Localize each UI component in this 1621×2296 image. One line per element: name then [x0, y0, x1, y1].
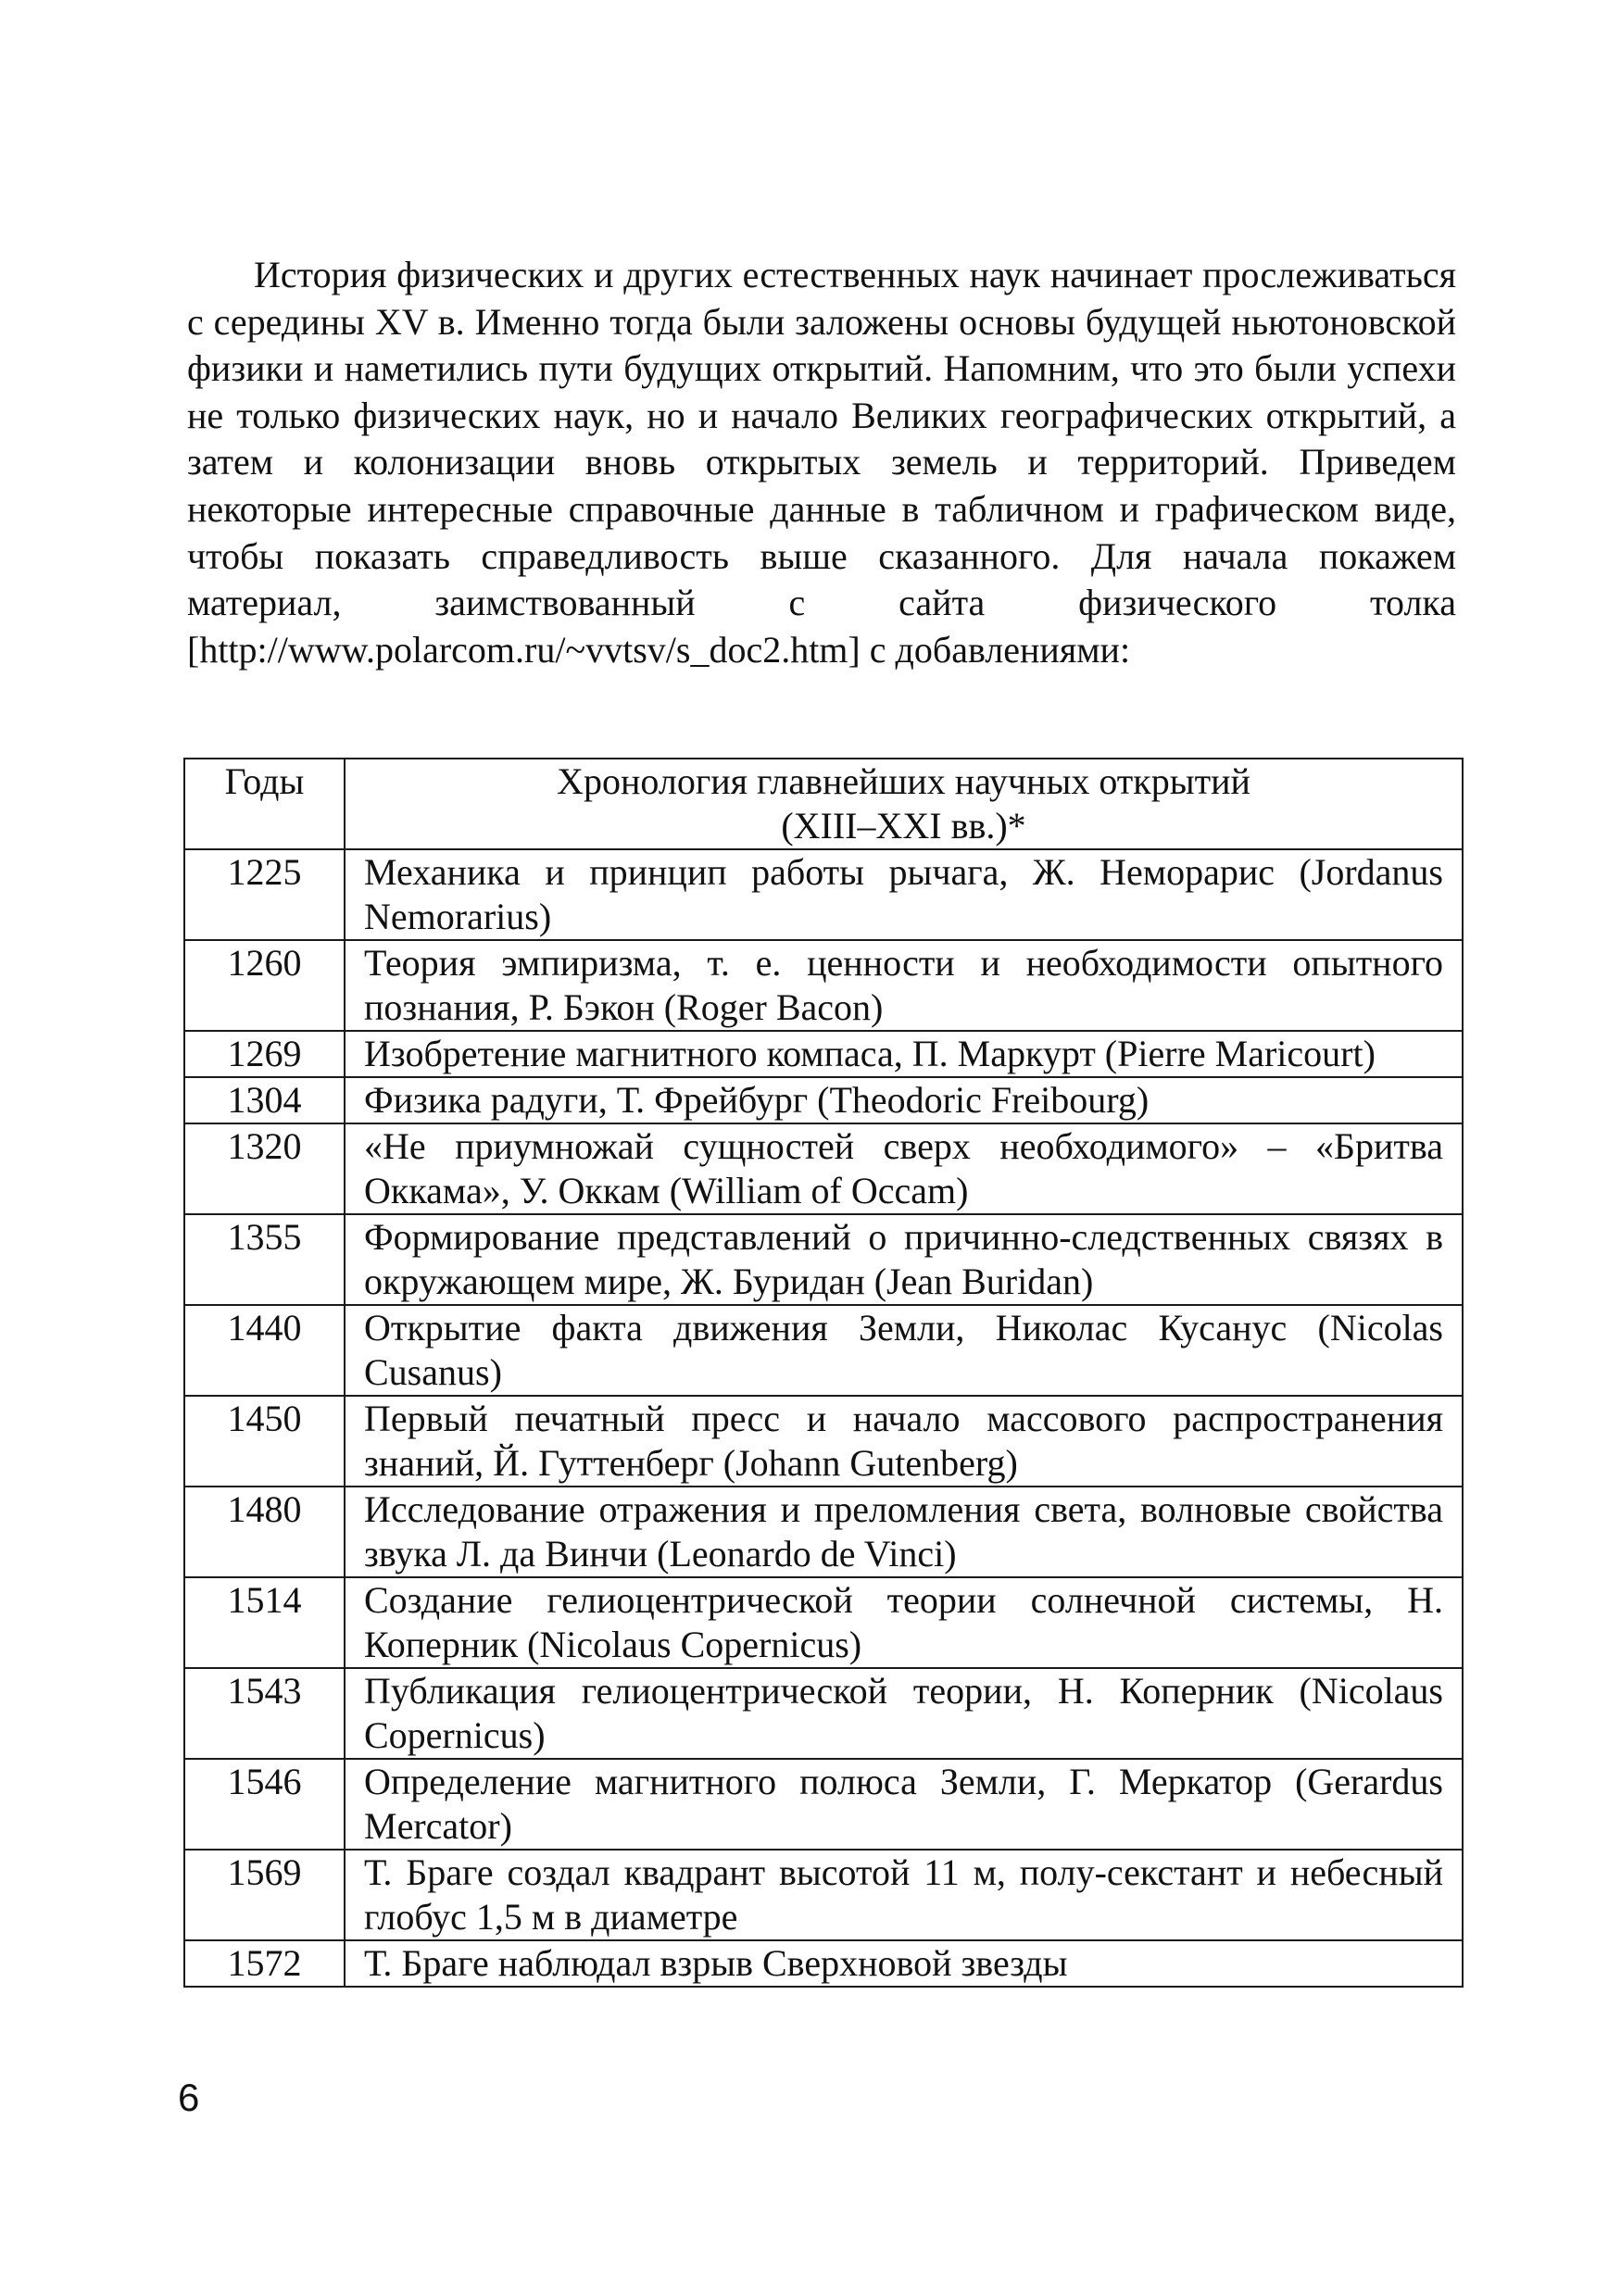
- row-year: 1543: [184, 1668, 345, 1759]
- row-year: 1480: [184, 1487, 345, 1577]
- row-year: 1569: [184, 1850, 345, 1940]
- table-row: [184, 1850, 1463, 1940]
- intro-paragraph: История физических и других естественных наук начинает прослеживаться с середины XV в. Именно тогда были заложены основы будущей ньютоновской физики и наметились пути будущих открытий. Напомним, что это были успехи не только физических наук, но и начало Великих географических открытий, а затем и колонизации вновь открытых земель и территорий. Приведем некоторые интересные справочные данные в табличном и графическом виде, чтобы показать справедливость выше сказанного. Для начала покажем материал, заимствованный с сайта физического толка [http://www.polarcom.ru/~vvtsv/s_doc2.htm] с добавлениями:: [187, 254, 1456, 671]
- chronology-table: [183, 758, 1464, 1988]
- row-event: Определение магнитного полюса Земли, Г. Меркатор (Gerardus Mercator): [345, 1759, 1463, 1850]
- row-event: Формирование представлений о причинно-следственных связях в окружающем мире, Ж. Буридан (Jean Buridan): [345, 1214, 1463, 1305]
- row-event: Механика и принцип работы рычага, Ж. Неморарис (Jordanus Nemorarius): [345, 849, 1463, 940]
- row-year: 1260: [184, 940, 345, 1031]
- row-event: Создание гелиоцентрической теории солнечной системы, Н. Коперник (Nicolaus Copernicus): [345, 1577, 1463, 1668]
- table-row: [184, 1940, 1463, 1987]
- row-year: 1320: [184, 1123, 345, 1214]
- row-year: 1514: [184, 1577, 345, 1668]
- row-event: Открытие факта движения Земли, Николас Кусанус (Nicolas Cusanus): [345, 1305, 1463, 1396]
- row-event: Т. Браге наблюдал взрыв Сверхновой звезды: [345, 1940, 1463, 1987]
- table-row: [184, 1577, 1463, 1668]
- header-title-line-2: (XIII–XXI вв.)*: [781, 805, 1026, 847]
- table-row: [184, 849, 1463, 940]
- header-title: [345, 759, 1463, 849]
- table-row: [184, 1123, 1463, 1214]
- table-row: [184, 940, 1463, 1031]
- table-row: [184, 1759, 1463, 1850]
- row-event: Публикация гелиоцентрической теории, Н. Коперник (Nicolaus Copernicus): [345, 1668, 1463, 1759]
- table-row: [184, 1487, 1463, 1577]
- page-number: 6: [178, 2076, 200, 2119]
- row-event: «Не приумножай сущностей сверх необходимого» – «Бритва Оккама», У. Оккам (William of Occam): [345, 1123, 1463, 1214]
- row-event: Первый печатный пресс и начало массового распространения знаний, Й. Гуттенберг (Johann Gutenberg): [345, 1396, 1463, 1487]
- row-event: Изобретение магнитного компаса, П. Маркурт (Pierre Maricourt): [345, 1031, 1463, 1077]
- table-row: [184, 1214, 1463, 1305]
- table-row: [184, 1031, 1463, 1077]
- header-year: Годы: [184, 759, 345, 849]
- table-row: [184, 1305, 1463, 1396]
- row-year: 1304: [184, 1077, 345, 1123]
- row-event: Теория эмпиризма, т. е. ценности и необходимости опытного познания, Р. Бэкон (Roger Bacon): [345, 940, 1463, 1031]
- row-year: 1355: [184, 1214, 345, 1305]
- row-year: 1450: [184, 1396, 345, 1487]
- row-event: Исследование отражения и преломления света, волновые свойства звука Л. да Винчи (Leonardo de Vinci): [345, 1487, 1463, 1577]
- table-row: [184, 1396, 1463, 1487]
- row-year: 1572: [184, 1940, 345, 1987]
- row-event: Физика радуги, Т. Фрейбург (Theodoric Freibourg): [345, 1077, 1463, 1123]
- row-year: 1546: [184, 1759, 345, 1850]
- table-row: [184, 1668, 1463, 1759]
- table-header-row: [184, 759, 1463, 849]
- table-row: [184, 1077, 1463, 1123]
- row-year: 1225: [184, 849, 345, 940]
- row-event: Т. Браге создал квадрант высотой 11 м, полу-секстант и небесный глобус 1,5 м в диаметре: [345, 1850, 1463, 1940]
- header-title-line-1: Хронология главнейших научных открытий: [557, 760, 1250, 802]
- row-year: 1440: [184, 1305, 345, 1396]
- row-year: 1269: [184, 1031, 345, 1077]
